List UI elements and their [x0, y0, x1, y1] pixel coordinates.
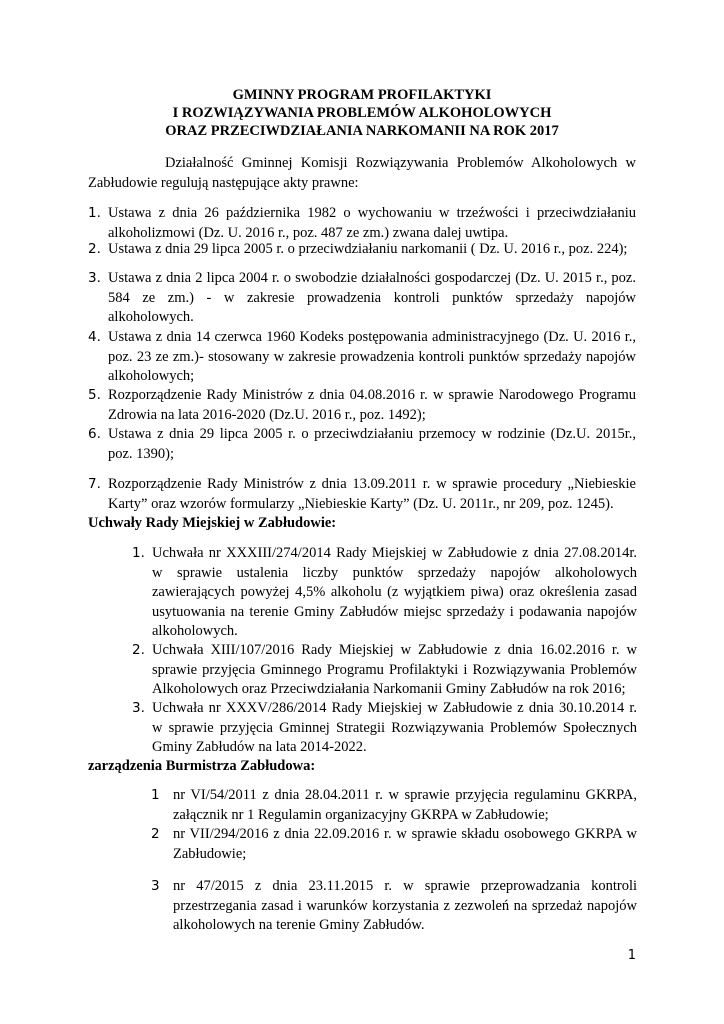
act-line: poz. 1390); [108, 445, 175, 462]
title-line-2: I ROZWIĄZYWANIA PROBLEMÓW ALKOHOLOWYCH [172, 105, 552, 121]
resolutions-heading: Uchwały Rady Miejskiej w Zabłudowie: [88, 515, 337, 531]
resolution-line: usytuowania na terenie Gminy Zabłudów miejsc sprzedaży i podawania napojów [152, 603, 637, 620]
act-number: 1. [88, 205, 101, 221]
act-line: alkoholowych; [108, 368, 195, 384]
act-line: alkoholizmowi (Dz. U. 2016 r., poz. 487 ze zm.) zwana dalej uwtipa. [108, 224, 509, 241]
order-number: 1 [151, 787, 160, 803]
order-number: 2 [151, 826, 160, 842]
resolution-line: Gminy Zabłudów na lata 2014-2022. [152, 739, 367, 755]
title-line-1: GMINNY PROGRAM PROFILAKTYKI [232, 87, 492, 103]
resolution-line: Uchwała nr XXXIII/274/2014 Rady Miejskiej w Zabłudowie z dnia 27.08.2014r. [152, 545, 637, 561]
order-line: alkoholowych na terenie Gminy Zabłudów. [173, 917, 425, 933]
resolution-line: w sprawie przyjęcia Gminnej Strategii Rozwiązywania Problemów Społecznych [152, 719, 637, 736]
resolution-line: w sprawie ustalenia liczby punktów sprzedaży napojów alkoholowych [152, 564, 637, 581]
resolution-number: 1. [132, 545, 145, 561]
act-number: 2. [88, 241, 101, 257]
act-line: Ustawa z dnia 29 lipca 2005 r. o przeciwdziałaniu przemocy w rodzinie (Dz.U. 2015r., [108, 426, 636, 442]
intro-paragraph [88, 154, 636, 193]
page-number: 1 [627, 948, 636, 963]
intro-line-1: Działalność Gminnej Komisji Rozwiązywania Problemów Alkoholowych w [165, 155, 636, 171]
act-number: 7. [88, 476, 101, 492]
act-number: 5. [88, 387, 101, 403]
order-line: nr VII/294/2016 z dnia 22.09.2016 r. w sprawie składu osobowego GKRPA w [173, 826, 637, 842]
resolution-line: Uchwała nr XXXV/286/2014 Rady Miejskiej w Zabłudowie z dnia 30.10.2014 r. [152, 700, 637, 716]
act-number: 4. [88, 329, 101, 345]
act-number: 6. [88, 426, 101, 442]
order-line: nr 47/2015 z dnia 23.11.2015 r. w sprawie przeprowadzania kontroli [173, 878, 637, 894]
act-line: Ustawa z dnia 26 października 1982 o wychowaniu w trzeźwości i przeciwdziałaniu [108, 205, 636, 221]
intro-line-2: Zabłudowie regulują następujące akty prawne: [88, 174, 359, 191]
act-line: Ustawa z dnia 29 lipca 2005 r. o przeciwdziałaniu narkomanii ( Dz. U. 2016 r., poz. 224); [108, 241, 628, 257]
resolution-number: 3. [132, 700, 145, 716]
act-line: Ustawa z dnia 14 czerwca 1960 Kodeks postępowania administracyjnego (Dz. U. 2016 r., [108, 329, 636, 345]
act-line: alkoholowych. [108, 309, 194, 325]
order-line: Zabłudowie; [173, 845, 247, 862]
title-line-3: ORAZ PRZECIWDZIAŁANIA NARKOMANII NA ROK 2017 [165, 123, 559, 139]
act-line: 584 ze zm.) - w zakresie prowadzenia kontroli punktów sprzedaży napojów [108, 289, 636, 306]
resolution-line: sprawie przyjęcia Gminnego Programu Profilaktyki i Rozwiązywania Problemów [152, 661, 637, 678]
order-line: załącznik nr 1 Regulamin organizacyjny GKRPA w Zabłudowie; [173, 806, 549, 823]
act-line: Karty” oraz wzorów formularzy „Niebieskie Karty” (Dz. U. 2011r., nr 209, poz. 1245). [108, 495, 614, 512]
act-line: Ustawa z dnia 2 lipca 2004 r. o swobodzie działalności gospodarczej (Dz. U. 2015 r., poz. [108, 270, 636, 286]
resolution-line: alkoholowych. [152, 623, 238, 639]
act-line: Rozporządzenie Rady Ministrów z dnia 13.09.2011 r. w sprawie procedury „Niebieskie [108, 476, 636, 492]
order-line: przestrzegania zasad i warunków korzystania z zezwoleń na sprzedaż napojów [173, 897, 637, 914]
act-number: 3. [88, 270, 101, 286]
order-number: 3 [151, 878, 160, 894]
resolution-line: Uchwała XIII/107/2016 Rady Miejskiej w Zabłudowie z dnia 16.02.2016 r. w [152, 642, 637, 658]
act-line: Zdrowia na lata 2016-2020 (Dz.U. 2016 r., poz. 1492); [108, 406, 426, 423]
act-line: Rozporządzenie Rady Ministrów z dnia 04.08.2016 r. w sprawie Narodowego Programu [108, 387, 636, 403]
order-line: nr VI/54/2011 z dnia 28.04.2011 r. w sprawie przyjęcia regulaminu GKRPA, [173, 787, 637, 803]
act-line: poz. 23 ze zm.)- stosowany w zakresie prowadzenia kontroli punktów sprzedaży napojów [108, 348, 636, 365]
resolution-line: zawierających powyżej 4,5% alkoholu (z wyjątkiem piwa) oraz określenia zasad [152, 584, 637, 600]
orders-heading: zarządzenia Burmistrza Zabłudowa: [88, 758, 316, 774]
document-title [0, 86, 724, 140]
resolution-line: Alkoholowych oraz Przeciwdziałania Narkomanii Gminy Zabłudów na rok 2016; [152, 681, 626, 697]
resolution-number: 2. [132, 642, 145, 658]
